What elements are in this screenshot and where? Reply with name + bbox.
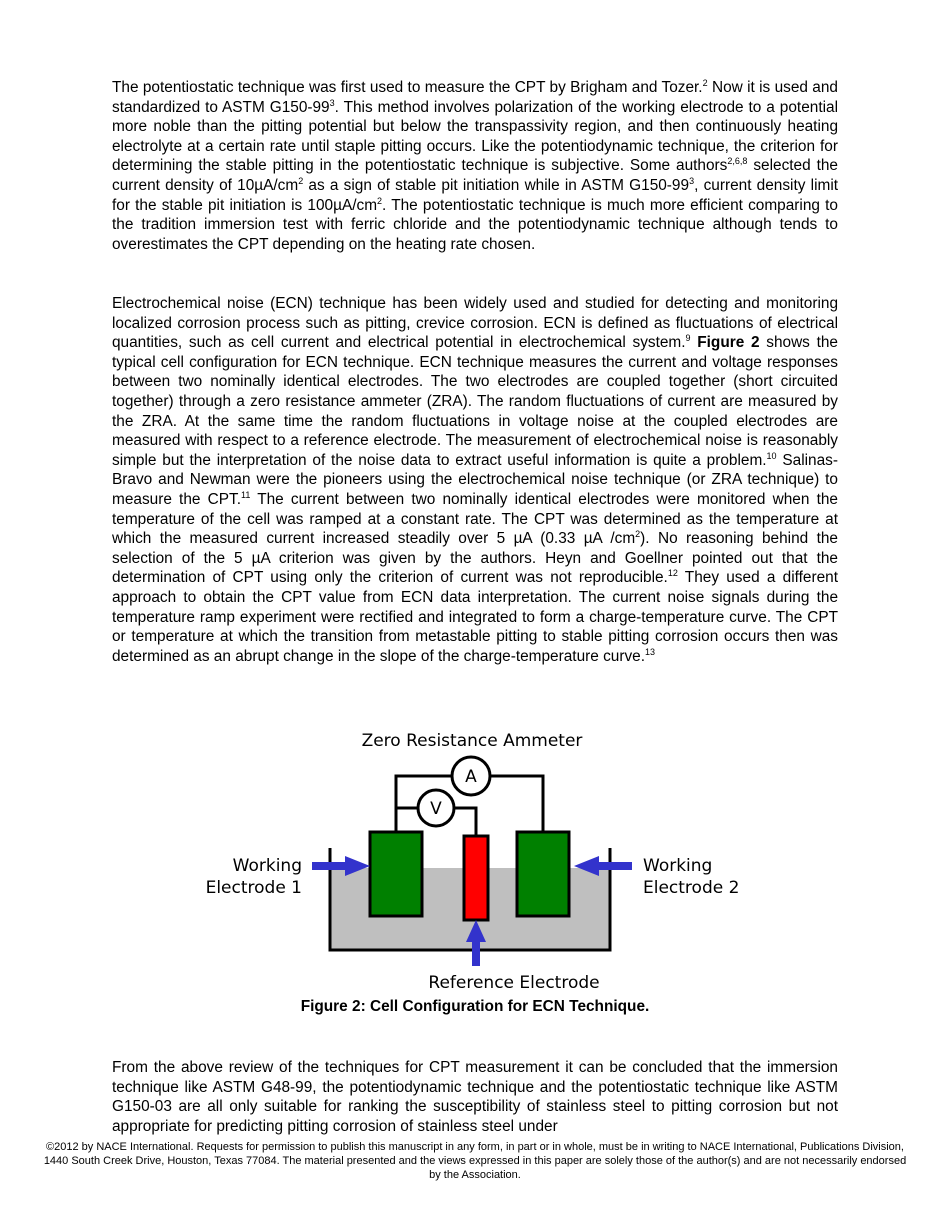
figure-reference: Figure 2	[697, 334, 760, 352]
reference-superscript: 3	[689, 175, 695, 186]
text-span: Now it is used and standardized to ASTM G150-99	[112, 79, 838, 116]
reference-superscript: 2	[702, 78, 708, 88]
reference-electrode-label: Reference Electrode	[428, 973, 600, 993]
text-span: shows the typical cell configuration for ECN technique. ECN technique measures the current and voltage responses between two nominally identical electrodes. The two electrodes are coupled together (short circuited together) through a zero resistance ammeter (ZRA). The random fluctuations of current are measured by the ZRA. At the same time the random fluctuations in voltage noise at the coupled electrodes are measured with respect to a reference electrode. The measurement of electrochemical noise is reasonably simple but the interpretation of the noise data to extract useful information is quite a problem.	[112, 334, 838, 469]
we2-label-line2: Electrode 2	[643, 878, 740, 898]
figure-caption: Figure 2: Cell Configuration for ECN Technique.	[300, 998, 650, 1015]
working-electrode-2	[517, 832, 569, 916]
reference-superscript: 3	[329, 97, 335, 108]
reference-superscript: 12	[667, 568, 678, 579]
reference-superscript: 13	[645, 646, 656, 657]
copyright-footer: ©2012 by NACE International. Requests for permission to publish this manuscript in any form, in part or in whole, must be in writing to NACE International, Publications Division, 1440 South Creek Drive, Houston, Texas 77084. The material presented and the views expressed in this paper are solely those of the author(s) and are not necessarily endorsed by the Association.	[43, 1141, 907, 1181]
reference-superscript: 2,6,8	[727, 156, 748, 167]
ammeter-symbol: A	[465, 767, 477, 787]
reference-superscript: 11	[240, 489, 251, 500]
working-electrode-1	[370, 832, 422, 916]
we2-label-line1: Working	[643, 856, 713, 876]
text-span: Salinas-Bravo and Newman were the pioneers using the electrochemical noise technique (or ZRA technique) to measure the CPT.	[112, 451, 838, 508]
we1-label-line2: Electrode 1	[205, 878, 302, 898]
text-span: , current density limit for the stable pit initiation is 100µA/cm	[112, 176, 839, 214]
text-span: as a sign of stable pit initiation while in ASTM G150-99	[303, 176, 690, 194]
unit-superscript: 2	[635, 529, 641, 540]
text-span: selected the current density of 10µA/cm	[112, 157, 838, 194]
text-span: The potentiostatic technique was first used to measure the CPT by Brigham and Tozer.	[112, 79, 703, 96]
text-span: . This method involves polarization of the working electrode to a potential more noble than the pitting potential but below the transpassivity region, and then continuously heating electrolyte at a certain rate until staple pitting occurs. Like the potentiodynamic technique, the criterion for determining the stable pitting in the potentiostatic technique is subjective. Some authors	[112, 98, 838, 175]
unit-superscript: 2	[298, 175, 304, 186]
zra-title: Zero Resistance Ammeter	[361, 731, 583, 751]
text-span: Electrochemical noise (ECN) technique has been widely used and studied for detecting and monitoring localized corrosion process such as pitting, crevice corrosion. ECN is defined as fluctuations of electrical quantities, such as cell current and electrical potential in electrochemical system.	[112, 295, 838, 352]
reference-electrode	[464, 836, 488, 920]
we1-label-line1: Working	[232, 856, 302, 876]
reference-superscript: 10	[766, 450, 777, 461]
text-span: ). No reasoning behind the selection of the 5 µA criterion was given by the authors. Heyn and Goellner pointed out that the determination of CPT using only the criterion of current was not reproducible.	[112, 530, 838, 587]
reference-superscript: 9	[685, 333, 691, 344]
paragraph-conclusion: From the above review of the techniques for CPT measurement it can be concluded that the immersion technique like ASTM G48-99, the potentiodynamic technique and the potentiostatic technique like ASTM G150-03 are all only suitable for ranking the susceptibility of stainless steel to pitting corrosion but not appropriate for predicting pitting corrosion of stainless steel under	[112, 1059, 838, 1135]
ecn-cell-diagram	[200, 724, 760, 996]
paragraph-potentiostatic	[112, 78, 838, 254]
text-span: . The potentiostatic technique is much more efficient comparing to the tradition immersion test with ferric chloride and the potentiodynamic technique although tends to overestimates the CPT depending on the heating rate chosen.	[112, 196, 838, 253]
unit-superscript: 2	[377, 195, 383, 206]
text-span: They used a different approach to obtain the CPT value from ECN data interpretation. The current noise signals during the temperature ramp experiment were rectified and integrated to form a charge-temperature curve. The CPT or temperature at which the transition from metastable pitting to stable pitting corrosion occurs then was determined as an abrupt change in the slope of the charge-temperature curve.	[112, 569, 838, 665]
voltmeter-symbol: V	[430, 799, 442, 819]
paragraph-ecn	[112, 294, 838, 666]
text-span: The current between two nominally identical electrodes were monitored when the temperature of the cell was ramped at a constant rate. The CPT was determined as the temperature at which the measured current increased steadily over 5 µA (0.33 µA /cm	[112, 490, 838, 548]
